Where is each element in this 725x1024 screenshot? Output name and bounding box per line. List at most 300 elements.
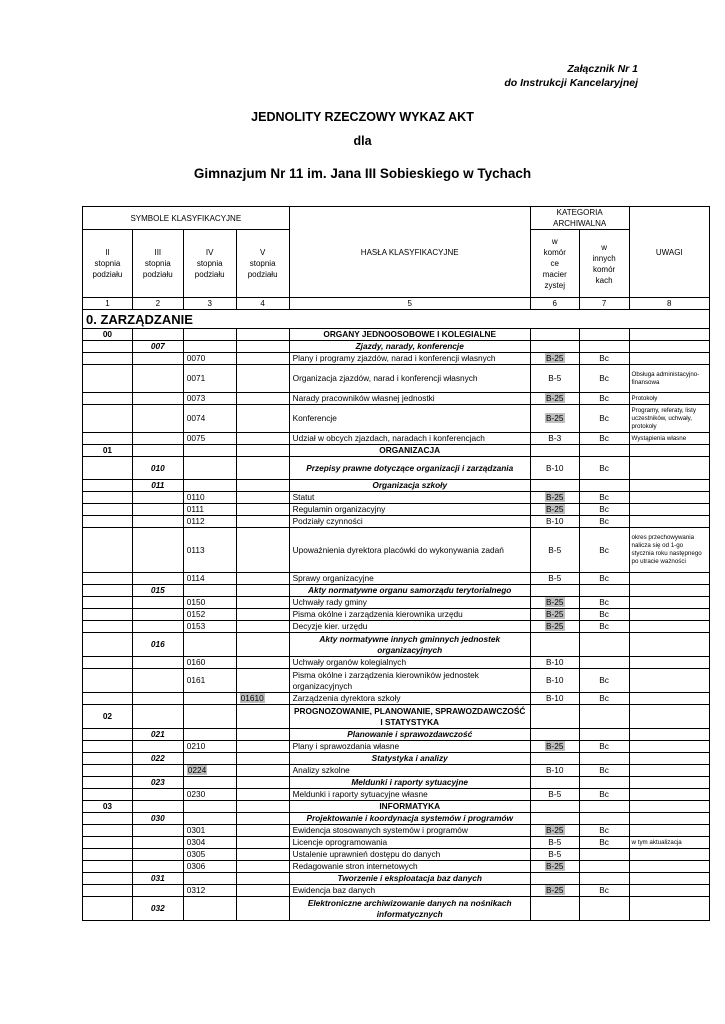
remark	[629, 801, 709, 813]
table-row	[83, 741, 710, 753]
remark	[629, 765, 709, 777]
heading-text	[289, 765, 530, 777]
category-own-value: B-25	[545, 609, 564, 619]
heading-text-value: Statut	[292, 492, 315, 502]
category-own-value: B-10	[545, 693, 564, 703]
heading-text-value: Zarządzenia dyrektora szkoły	[292, 693, 401, 703]
symbol-level3	[132, 585, 183, 597]
symbol-level2	[83, 705, 133, 729]
category-own	[530, 741, 579, 753]
heading-text-value: Pisma okólne i zarządzenia kierownika urzędu	[292, 609, 463, 619]
symbol-level3	[132, 657, 183, 669]
table-row	[83, 480, 710, 492]
heading-text-value: Statystyka i analizy	[371, 753, 448, 763]
category-own-value: B-10	[545, 765, 564, 775]
category-other	[579, 329, 629, 341]
table-row	[83, 801, 710, 813]
symbol-level4	[183, 897, 236, 921]
symbol-level5	[236, 597, 289, 609]
symbol-level4	[183, 445, 236, 457]
symbol-level5	[236, 765, 289, 777]
symbol-level2	[83, 492, 133, 504]
remark-value: Programy, referaty, listy uczestników, uchwały, protokoły	[631, 406, 696, 430]
level4-header: IV stopnia podziału	[183, 230, 236, 298]
category-own-value: B-5	[548, 373, 562, 383]
remark	[629, 528, 709, 573]
remark	[629, 365, 709, 393]
category-own	[530, 873, 579, 885]
symbol-level5	[236, 789, 289, 801]
symbol-level4	[183, 777, 236, 789]
symbol-level2	[83, 405, 133, 433]
heading-text	[289, 516, 530, 528]
heading-text-value: Redagowanie stron internetowych	[292, 861, 418, 871]
symbol-level2	[83, 445, 133, 457]
symbol-level4-value: 0304	[186, 837, 206, 847]
symbol-level4	[183, 609, 236, 621]
symbol-level4-value: 0071	[186, 373, 206, 383]
symbol-level3	[132, 897, 183, 921]
symbol-level3-value: 021	[150, 729, 165, 739]
category-other-value: Bc	[599, 597, 609, 607]
table-row	[83, 765, 710, 777]
category-own	[530, 341, 579, 353]
remark	[629, 873, 709, 885]
table-row	[83, 504, 710, 516]
table-row	[83, 729, 710, 741]
remark	[629, 825, 709, 837]
category-other	[579, 445, 629, 457]
symbol-level5	[236, 445, 289, 457]
category-other	[579, 729, 629, 741]
symbol-level5	[236, 365, 289, 393]
table-row	[83, 516, 710, 528]
symbol-level2-value: 01	[102, 445, 113, 455]
category-other	[579, 528, 629, 573]
category-own-value: B-25	[545, 504, 564, 514]
symbol-level5	[236, 585, 289, 597]
symbol-level4	[183, 393, 236, 405]
category-own-value: B-25	[545, 492, 564, 502]
heading-text	[289, 729, 530, 741]
category-own	[530, 433, 579, 445]
remark	[629, 457, 709, 480]
category-own	[530, 393, 579, 405]
symbol-level3	[132, 705, 183, 729]
col-num: 2	[132, 298, 183, 310]
heading-text	[289, 801, 530, 813]
heading-text-value: Zjazdy, narady, konferencje	[355, 341, 464, 351]
category-own	[530, 445, 579, 457]
symbol-level5	[236, 393, 289, 405]
symbol-level5	[236, 669, 289, 693]
symbol-level4	[183, 585, 236, 597]
table-row	[83, 657, 710, 669]
table-row	[83, 353, 710, 365]
symbol-level2	[83, 528, 133, 573]
category-own	[530, 765, 579, 777]
heading-text-value: Akty normatywne organu samorządu terytorialnego	[308, 585, 512, 595]
remark	[629, 480, 709, 492]
symbol-level4	[183, 341, 236, 353]
symbol-level4	[183, 705, 236, 729]
symbol-level3-value: 023	[150, 777, 165, 787]
symbol-level2	[83, 657, 133, 669]
heading-text-value: Przepisy prawne dotyczące organizacji i zarządzania	[306, 462, 514, 473]
category-own-value: B-25	[545, 741, 564, 751]
symbol-level2	[83, 597, 133, 609]
category-other-value: Bc	[599, 504, 609, 514]
table-row	[83, 837, 710, 849]
remark	[629, 729, 709, 741]
symbol-level4	[183, 621, 236, 633]
symbol-level4	[183, 480, 236, 492]
heading-text	[289, 480, 530, 492]
symbol-level2	[83, 365, 133, 393]
symbol-level2	[83, 585, 133, 597]
heading-text	[289, 849, 530, 861]
category-other	[579, 621, 629, 633]
heading-text-value: Planowanie i sprawozdawczość	[347, 729, 473, 739]
symbol-level5	[236, 405, 289, 433]
category-other-value: Bc	[599, 462, 609, 473]
table-row	[83, 861, 710, 873]
table-row	[83, 329, 710, 341]
category-own	[530, 480, 579, 492]
heading-text-value: Udział w obcych zjazdach, naradach i konferencjach	[292, 433, 485, 443]
document-title: JEDNOLITY RZECZOWY WYKAZ AKT	[251, 110, 474, 124]
category-own	[530, 753, 579, 765]
symbol-level3	[132, 753, 183, 765]
symbol-level3	[132, 777, 183, 789]
category-other-value: Bc	[599, 492, 609, 502]
symbol-level4	[183, 405, 236, 433]
category-own-value: B-25	[545, 825, 564, 835]
heading-text	[289, 837, 530, 849]
category-own	[530, 789, 579, 801]
remark-value: Protokoły	[631, 394, 658, 402]
category-other-value: Bc	[599, 675, 609, 685]
symbol-level2	[83, 753, 133, 765]
institution-name: Gimnazjum Nr 11 im. Jana III Sobieskiego w Tychach	[193, 166, 532, 181]
category-own-value: B-5	[548, 789, 562, 799]
symbol-level2	[83, 633, 133, 657]
category-other	[579, 393, 629, 405]
symbol-level3	[132, 873, 183, 885]
category-own	[530, 861, 579, 873]
symbol-level4	[183, 861, 236, 873]
symbol-level2	[83, 777, 133, 789]
symbol-level4	[183, 873, 236, 885]
table-row	[83, 825, 710, 837]
category-own	[530, 597, 579, 609]
remark-value: Wystąpienia własne	[631, 434, 687, 442]
col-num: 3	[183, 298, 236, 310]
symbol-level3	[132, 341, 183, 353]
heading-text	[289, 573, 530, 585]
remark	[629, 861, 709, 873]
category-own	[530, 693, 579, 705]
category-own-value: B-10	[545, 462, 564, 473]
table-row	[83, 621, 710, 633]
heading-text-value: Podziały czynności	[292, 516, 363, 526]
symbol-level5	[236, 480, 289, 492]
category-own	[530, 633, 579, 657]
heading-text-value: Plany i sprawozdania własne	[292, 741, 400, 751]
remark	[629, 789, 709, 801]
category-own-value: B-10	[545, 516, 564, 526]
symbol-level3	[132, 457, 183, 480]
symbol-level5	[236, 609, 289, 621]
heading-text	[289, 753, 530, 765]
heading-text	[289, 741, 530, 753]
category-other	[579, 777, 629, 789]
symbol-level5	[236, 433, 289, 445]
symbol-level3-value: 022	[150, 753, 165, 763]
symbol-level3	[132, 504, 183, 516]
category-other	[579, 837, 629, 849]
table-row	[83, 585, 710, 597]
heading-text-value: Uchwały rady gminy	[292, 597, 367, 607]
symbol-level5	[236, 801, 289, 813]
remark	[629, 705, 709, 729]
symbol-level4	[183, 353, 236, 365]
category-other-value: Bc	[599, 544, 609, 555]
category-own	[530, 621, 579, 633]
symbol-level5	[236, 861, 289, 873]
remark	[629, 573, 709, 585]
symbol-level4	[183, 492, 236, 504]
category-other-value: Bc	[599, 621, 609, 631]
category-own	[530, 837, 579, 849]
table-row	[83, 528, 710, 573]
col-num: 7	[579, 298, 629, 310]
table-row	[83, 609, 710, 621]
heading-text	[289, 633, 530, 657]
heading-text	[289, 873, 530, 885]
symbol-level5	[236, 753, 289, 765]
heading-text	[289, 885, 530, 897]
symbol-level4	[183, 597, 236, 609]
symbol-level2	[83, 801, 133, 813]
table-row	[83, 873, 710, 885]
symbol-level4-value: 0114	[186, 573, 205, 583]
symbol-level3	[132, 885, 183, 897]
category-own	[530, 457, 579, 480]
symbol-level3	[132, 861, 183, 873]
category-own	[530, 353, 579, 365]
symbol-level4	[183, 504, 236, 516]
table-row	[83, 393, 710, 405]
symbol-level3	[132, 813, 183, 825]
symbol-level3	[132, 480, 183, 492]
table-row	[83, 573, 710, 585]
heading-text-value: Analizy szkolne	[292, 765, 350, 775]
category-own	[530, 329, 579, 341]
symbol-level4	[183, 885, 236, 897]
category-own	[530, 777, 579, 789]
heading-text-value: Konferencje	[292, 413, 337, 423]
symbol-level4	[183, 329, 236, 341]
heading-text	[289, 825, 530, 837]
symbol-level3	[132, 597, 183, 609]
symbol-level3	[132, 433, 183, 445]
heading-text-value: PROGNOZOWANIE, PLANOWANIE, SPRAWOZDAWCZOŚĆ I STATYSTYKA	[294, 705, 526, 727]
remark	[629, 813, 709, 825]
heading-text	[289, 365, 530, 393]
symbol-level4	[183, 693, 236, 705]
heading-text-value: Organizacja zjazdów, narad i konferencji własnych	[292, 373, 478, 383]
category-own-value: B-10	[545, 657, 564, 667]
remark	[629, 516, 709, 528]
symbol-level3-value: 011	[151, 480, 165, 490]
heading-text	[289, 669, 530, 693]
symbol-level2	[83, 341, 133, 353]
section-title: 0. ZARZĄDZANIE	[83, 310, 710, 329]
symbol-level4	[183, 813, 236, 825]
symbol-level3-value: 030	[150, 813, 165, 823]
remark	[629, 693, 709, 705]
heading-text	[289, 789, 530, 801]
remarks-header: UWAGI	[629, 207, 709, 298]
heading-text-value: Akty normatywne innych gminnych jednostek organizacyjnych	[319, 633, 501, 655]
symbol-level2	[83, 480, 133, 492]
heading-text	[289, 693, 530, 705]
symbol-level4	[183, 729, 236, 741]
symbol-level3	[132, 849, 183, 861]
heading-text-value: Pisma okólne i zarządzenia kierowników jednostek organizacyjnych	[292, 669, 479, 691]
heading-text	[289, 405, 530, 433]
table-row	[83, 777, 710, 789]
symbol-level3	[132, 801, 183, 813]
category-other	[579, 597, 629, 609]
symbol-level3-value: 031	[150, 873, 165, 883]
category-other-value: Bc	[599, 789, 609, 799]
category-own	[530, 705, 579, 729]
heading-text-value: Sprawy organizacyjne	[292, 573, 374, 583]
heading-text	[289, 457, 530, 480]
remark	[629, 609, 709, 621]
remark	[629, 504, 709, 516]
symbol-level4	[183, 741, 236, 753]
symbol-level5	[236, 849, 289, 861]
remark-value: w tym aktualizacja	[631, 838, 682, 846]
category-own-value: B-10	[545, 675, 564, 685]
remark-value: Obsługa administacyjno-finansowa	[631, 370, 700, 386]
table-row	[83, 433, 710, 445]
table-row	[83, 885, 710, 897]
category-own	[530, 405, 579, 433]
symbol-level3	[132, 765, 183, 777]
symbol-level3	[132, 492, 183, 504]
symbol-level2	[83, 813, 133, 825]
heading-text-value: Elektroniczne archiwizowanie danych na nośnikach informatycznych	[307, 897, 512, 919]
remark	[629, 433, 709, 445]
symbol-level5	[236, 329, 289, 341]
heading-text	[289, 329, 530, 341]
heading-text-value: Ewidencja stosowanych systemów i programów	[292, 825, 468, 835]
symbol-level5	[236, 813, 289, 825]
category-other-value: Bc	[599, 765, 609, 775]
symbol-level2	[83, 741, 133, 753]
symbol-level5	[236, 837, 289, 849]
remark	[629, 621, 709, 633]
symbol-level5	[236, 705, 289, 729]
symbol-level4	[183, 789, 236, 801]
heading-text-value: Meldunki i raporty sytuacyjne	[351, 777, 469, 787]
category-other	[579, 669, 629, 693]
category-other	[579, 405, 629, 433]
category-other	[579, 633, 629, 657]
symbol-level2	[83, 433, 133, 445]
symbol-level4	[183, 528, 236, 573]
symbol-level2	[83, 669, 133, 693]
col-num: 1	[83, 298, 133, 310]
symbol-level3	[132, 837, 183, 849]
table-row	[83, 753, 710, 765]
category-other	[579, 813, 629, 825]
table-row	[83, 492, 710, 504]
heading-text	[289, 861, 530, 873]
category-own-value: B-25	[545, 861, 564, 871]
remark	[629, 753, 709, 765]
heading-text	[289, 621, 530, 633]
category-other	[579, 873, 629, 885]
symbol-level4	[183, 573, 236, 585]
category-own	[530, 825, 579, 837]
col-num: 5	[289, 298, 530, 310]
symbol-level2	[83, 621, 133, 633]
category-other-value: Bc	[599, 373, 609, 383]
category-own-value: B-25	[545, 393, 564, 403]
category-other	[579, 504, 629, 516]
symbol-level5	[236, 573, 289, 585]
symbol-level4-value: 0112	[186, 516, 205, 526]
category-other	[579, 585, 629, 597]
symbol-level5	[236, 729, 289, 741]
symbol-level3-value: 016	[150, 639, 165, 649]
heading-text	[289, 492, 530, 504]
table-row	[83, 365, 710, 393]
symbol-level5	[236, 777, 289, 789]
symbol-level4-value: 0110	[186, 492, 205, 502]
symbol-level2	[83, 765, 133, 777]
symbol-level3	[132, 789, 183, 801]
symbol-level3	[132, 516, 183, 528]
symbol-level4-value: 0075	[186, 433, 206, 443]
category-own-value: B-5	[548, 837, 562, 847]
symbol-level2	[83, 457, 133, 480]
table-row	[83, 669, 710, 693]
symbol-level2	[83, 516, 133, 528]
heading-text-value: Licencje oprogramowania	[292, 837, 388, 847]
category-other	[579, 492, 629, 504]
symbol-level2	[83, 693, 133, 705]
heading-text	[289, 585, 530, 597]
remark	[629, 393, 709, 405]
symbol-level4-value: 0074	[186, 413, 206, 423]
heading-text-value: Organizacja szkoły	[372, 480, 448, 490]
symbol-level2	[83, 789, 133, 801]
table-row	[83, 457, 710, 480]
symbol-level4-value: 0301	[186, 825, 206, 835]
table-row	[83, 445, 710, 457]
heading-text-value: Meldunki i raporty sytuacyjne własne	[292, 789, 428, 799]
symbol-level3	[132, 353, 183, 365]
category-own-value: B-25	[545, 353, 564, 363]
col-num: 4	[236, 298, 289, 310]
category-own	[530, 609, 579, 621]
